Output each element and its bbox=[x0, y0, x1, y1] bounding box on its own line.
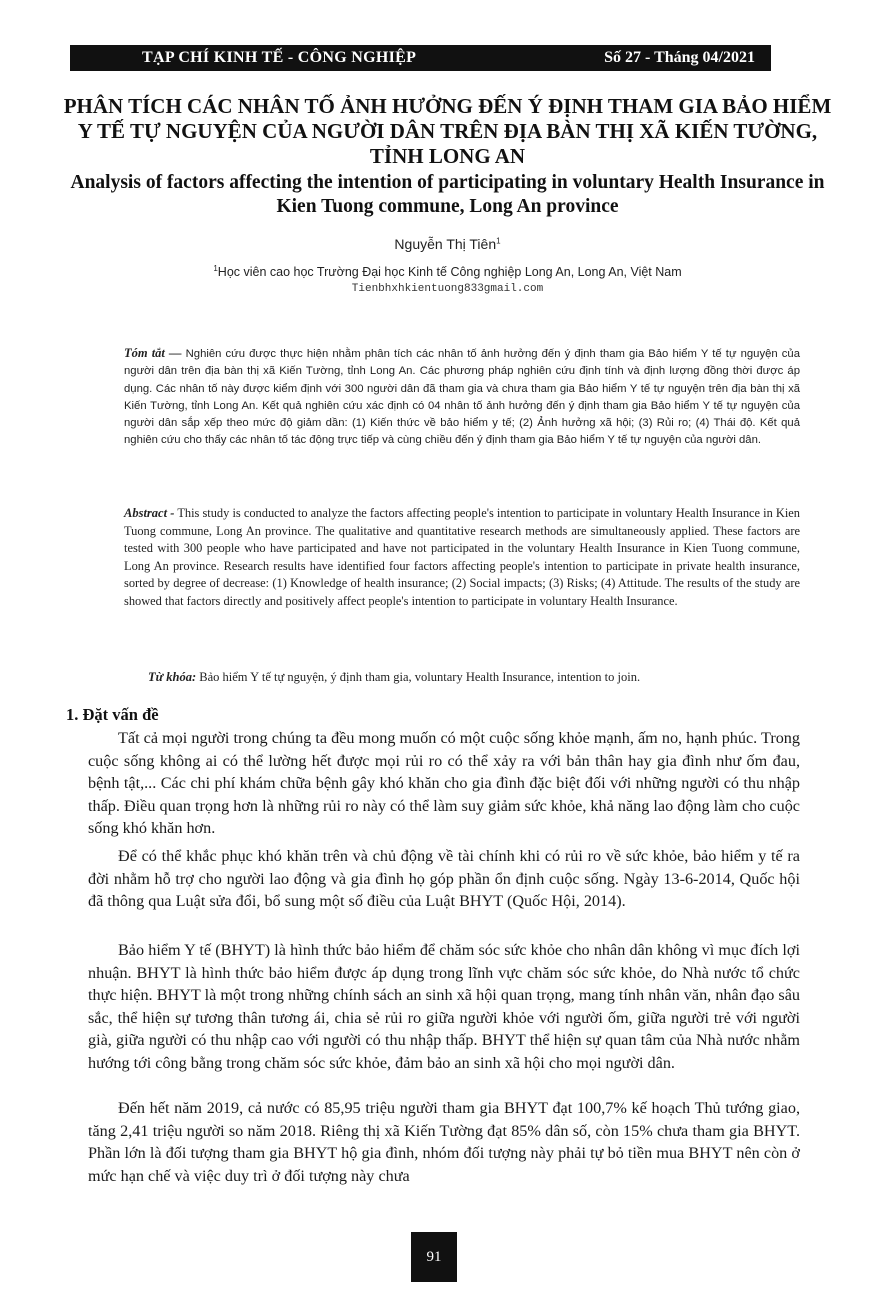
issue-label: Số 27 - Tháng 04/2021 bbox=[604, 49, 755, 66]
page-number: 91 bbox=[411, 1232, 457, 1282]
affiliation-line bbox=[0, 264, 895, 279]
title-english: Analysis of factors affecting the intention of participating in voluntary Health Insurance in Kien Tuong commune, Long An province bbox=[70, 172, 825, 217]
author-line bbox=[0, 236, 895, 252]
body-paragraph: Để có thể khắc phục khó khăn trên và chủ động về tài chính khi có rủi ro về sức khỏe, bảo hiểm y tế ra đời nhằm hỗ trợ cho người lao động và gia đình họ góp phần ổn định cuộc sống. Ngày 13-6-2014, Quốc hội đã thông qua Luật sửa đổi, bổ sung một số điều của Luật BHYT (Quốc Hội, 2014). bbox=[88, 847, 800, 911]
affiliation: Học viên cao học Trường Đại học Kinh tế Công nghiệp Long An, Long An, Việt Nam bbox=[217, 265, 682, 280]
abstract-vn-text: Nghiên cứu được thực hiện nhằm phân tích các nhân tố ảnh hưởng đến ý định tham gia Bảo hiểm Y tế tự nguyện của người dân trên địa bàn thị xã Kiến Tường, tỉnh Long An. Các phương pháp nghiên cứu định tính và định lượng đồng thời được áp dụng. Các nhân tố này được kiểm định với 300 người dân đã tham gia và chưa tham gia Bảo hiểm Y tế tự nguyện trên địa bàn thị xã Kiến Tường, tỉnh Long An. Kết quả nghiên cứu xác định có 04 nhân tố ảnh hưởng đến ý định tham gia Bảo hiểm Y tế tự nguyện của người dân sắp xếp theo mức độ giảm dần: (1) Kiến thức về bảo hiểm y tế; (2) Ảnh hưởng xã hội; (3) Rủi ro; (4) Thái độ. Kết quả nghiên cứu cho thấy các nhân tố tác động trực tiếp và cùng chiều đến ý định tham gia Bảo hiểm Y tế tự nguyện của người dân. bbox=[124, 348, 800, 447]
journal-name: TẠP CHÍ KINH TẾ - CÔNG NGHIỆP bbox=[142, 49, 417, 66]
abstract-en-text: This study is conducted to analyze the factors affecting people's intention to participate in voluntary Health Insurance in Kien Tuong commune, Long An province. The qualitative and quantitative research methods are simultaneously applied. These factors are tested with 300 people who have participated and have not participated in the voluntary Health Insurance in Kien Tuong commune, Long An province. Research results have identified four factors affecting people's intention to participate in private health insurance, sorted by degree of decrease: (1) Knowledge of health insurance; (2) Social impacts; (3) Risks; (4) Attitude. The results of the study are showed that factors directly and positively affect people's intention to participate in voluntary Health Insurance. bbox=[124, 506, 801, 608]
affiliation-superscript: 1 bbox=[213, 264, 218, 273]
author-superscript: 1 bbox=[496, 236, 501, 246]
author-name: Nguyễn Thị Tiên bbox=[394, 236, 497, 252]
author-email: Tienbhxhkientuong833gmail.com bbox=[351, 283, 544, 295]
abstract-english bbox=[124, 505, 800, 610]
body-paragraph: Bảo hiểm Y tế (BHYT) là hình thức bảo hiểm để chăm sóc sức khỏe cho nhân dân không vì mục đích lợi nhuận. BHYT là hình thức bảo hiểm được áp dụng trong lĩnh vực chăm sóc sức khỏe, do Nhà nước tổ chức thực hiện. BHYT là một trong những chính sách an sinh xã hội quan trọng, mang tính nhân văn, nhân đạo sâu sắc, thể hiện sự tương thân tương ái, chia sẻ rủi ro giữa người khỏe với người ốm, giữa người trẻ với người già, giữa người có thu nhập cao với người có thu nhập thấp. BHYT thể hiện sự quan tâm của Nhà nước nhằm hướng tới công bằng trong chăm sóc sức khỏe, đảm bảo an sinh xã hội cho mọi người dân. bbox=[88, 941, 800, 1072]
keywords-text: Bảo hiểm Y tế tự nguyện, ý định tham gia, voluntary Health Insurance, intention to join. bbox=[199, 670, 641, 684]
body-paragraph: Tất cả mọi người trong chúng ta đều mong muốn có một cuộc sống khỏe mạnh, ấm no, hạnh phúc. Trong cuộc sống không ai có thể lường hết được mọi rủi ro có thể xảy ra với bản thân hay gia đình như ốm đau, bệnh tật,... Các chi phí khám chữa bệnh gây khó khăn cho gia đình đặc biệt đối với những người có thu nhập thấp. Điều quan trọng hơn là những rủi ro này có thể làm suy giảm sức khỏe, khả năng lao động làm cho cuộc sống khó khăn hơn. bbox=[88, 729, 800, 838]
journal-header-bar bbox=[70, 45, 771, 71]
abstract-vietnamese bbox=[124, 345, 800, 450]
abstract-vn-lead: Tóm tắt — bbox=[124, 346, 182, 360]
title-vietnamese: PHÂN TÍCH CÁC NHÂN TỐ ẢNH HƯỞNG ĐẾN Ý ĐỊNH THAM GIA BẢO HIỂM Y TẾ TỰ NGUYỆN CỦA NGƯỜI DÂN TRÊN ĐỊA BÀN THỊ XÃ KIẾN TƯỜNG, TỈNH LONG AN bbox=[63, 94, 832, 168]
section-heading: 1. Đặt vấn đề bbox=[66, 705, 159, 724]
keywords bbox=[148, 670, 808, 685]
body-paragraph: Đến hết năm 2019, cả nước có 85,95 triệu người tham gia BHYT đạt 100,7% kế hoạch Thủ tướng giao, tăng 2,41 triệu người so năm 2018. Riêng thị xã Kiến Tường đạt 85% dân số, còn 15% chưa tham gia BHYT. Phần lớn là đối tượng tham gia BHYT hộ gia đình, nhóm đối tượng này phải tự bỏ tiền mua BHYT nên còn ở mức hạn chế và việc duy trì ở đối tượng này chưa bbox=[88, 1099, 800, 1185]
keywords-lead: Từ khóa: bbox=[148, 670, 197, 684]
abstract-en-lead: Abstract - bbox=[124, 506, 175, 520]
